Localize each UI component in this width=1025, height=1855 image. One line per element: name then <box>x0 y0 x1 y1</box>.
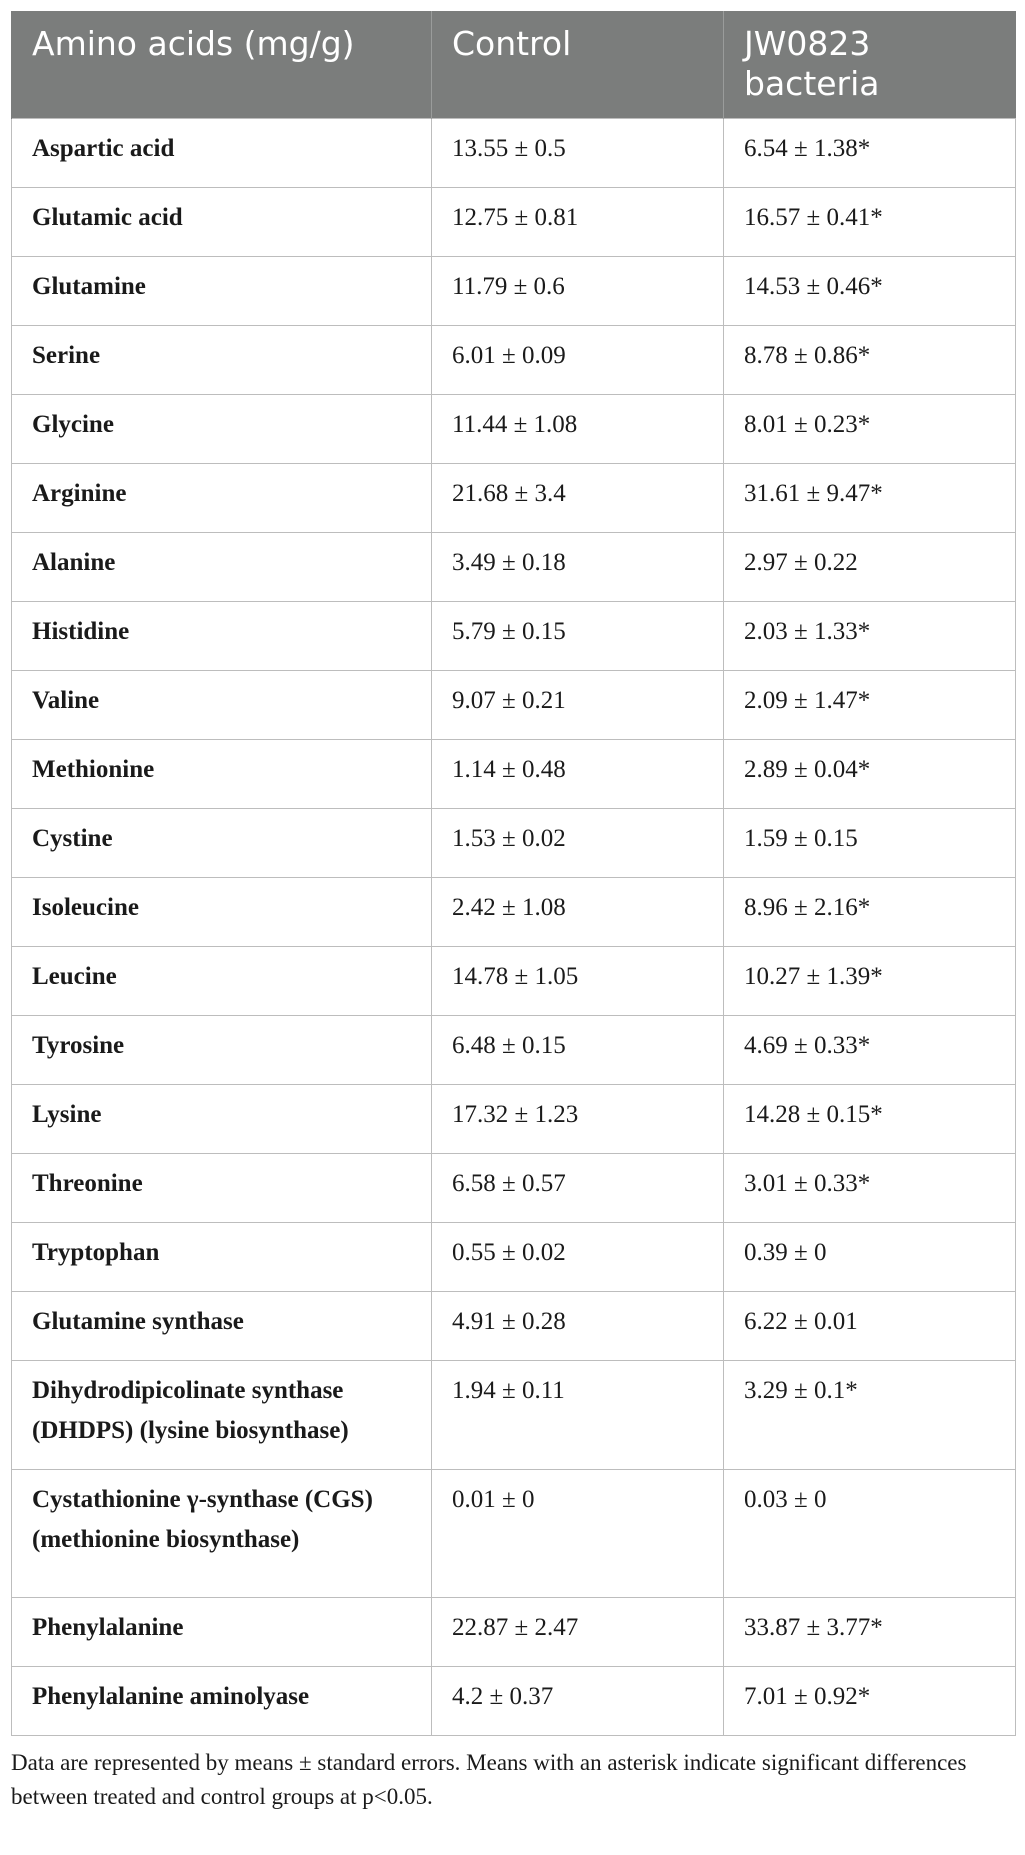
treated-value: 6.22 ± 0.01 <box>724 1292 1016 1361</box>
control-value: 17.32 ± 1.23 <box>432 1085 724 1154</box>
header-control: Control <box>432 11 724 119</box>
control-value: 12.75 ± 0.81 <box>432 188 724 257</box>
amino-acid-table <box>11 11 1016 1736</box>
control-value: 1.14 ± 0.48 <box>432 740 724 809</box>
table-row <box>12 1667 1016 1736</box>
amino-acid-name: Threonine <box>12 1154 432 1223</box>
control-value: 3.49 ± 0.18 <box>432 533 724 602</box>
table-row <box>12 1470 1016 1598</box>
amino-acid-name: Tyrosine <box>12 1016 432 1085</box>
control-value: 6.01 ± 0.09 <box>432 326 724 395</box>
control-value: 21.68 ± 3.4 <box>432 464 724 533</box>
treated-value: 2.03 ± 1.33* <box>724 602 1016 671</box>
amino-acid-name: Alanine <box>12 533 432 602</box>
table-row <box>12 119 1016 188</box>
control-value: 0.55 ± 0.02 <box>432 1223 724 1292</box>
amino-acid-name: Dihydrodipicolinate synthase (DHDPS) (lysine biosynthase) <box>12 1361 432 1470</box>
amino-acid-name: Isoleucine <box>12 878 432 947</box>
control-value: 5.79 ± 0.15 <box>432 602 724 671</box>
amino-acid-name: Leucine <box>12 947 432 1016</box>
table-row <box>12 671 1016 740</box>
treated-value: 1.59 ± 0.15 <box>724 809 1016 878</box>
treated-value: 14.28 ± 0.15* <box>724 1085 1016 1154</box>
control-value: 0.01 ± 0 <box>432 1470 724 1598</box>
control-value: 14.78 ± 1.05 <box>432 947 724 1016</box>
table-row <box>12 1361 1016 1470</box>
amino-acid-name: Tryptophan <box>12 1223 432 1292</box>
treated-value: 6.54 ± 1.38* <box>724 119 1016 188</box>
treated-value: 3.01 ± 0.33* <box>724 1154 1016 1223</box>
table-row <box>12 464 1016 533</box>
control-value: 13.55 ± 0.5 <box>432 119 724 188</box>
amino-acid-name: Arginine <box>12 464 432 533</box>
treated-value: 0.39 ± 0 <box>724 1223 1016 1292</box>
table-row <box>12 533 1016 602</box>
amino-acid-name: Phenylalanine <box>12 1598 432 1667</box>
table-row <box>12 326 1016 395</box>
table-row <box>12 395 1016 464</box>
table-row <box>12 188 1016 257</box>
treated-value: 14.53 ± 0.46* <box>724 257 1016 326</box>
treated-value: 16.57 ± 0.41* <box>724 188 1016 257</box>
control-value: 11.79 ± 0.6 <box>432 257 724 326</box>
amino-acid-name: Serine <box>12 326 432 395</box>
header-treated <box>724 11 1016 119</box>
control-value: 22.87 ± 2.47 <box>432 1598 724 1667</box>
table-row <box>12 947 1016 1016</box>
control-value: 4.91 ± 0.28 <box>432 1292 724 1361</box>
treated-value: 8.78 ± 0.86* <box>724 326 1016 395</box>
control-value: 1.94 ± 0.11 <box>432 1361 724 1470</box>
amino-acid-name: Glutamine <box>12 257 432 326</box>
control-value: 9.07 ± 0.21 <box>432 671 724 740</box>
treated-value: 0.03 ± 0 <box>724 1470 1016 1598</box>
treated-value: 2.89 ± 0.04* <box>724 740 1016 809</box>
amino-acid-name: Methionine <box>12 740 432 809</box>
table-row <box>12 809 1016 878</box>
treated-value: 2.97 ± 0.22 <box>724 533 1016 602</box>
amino-acid-name: Histidine <box>12 602 432 671</box>
control-value: 2.42 ± 1.08 <box>432 878 724 947</box>
amino-acid-name: Lysine <box>12 1085 432 1154</box>
amino-acid-name: Glycine <box>12 395 432 464</box>
table-row <box>12 257 1016 326</box>
control-value: 6.48 ± 0.15 <box>432 1016 724 1085</box>
header-amino-acids: Amino acids (mg/g) <box>12 11 432 119</box>
control-value: 1.53 ± 0.02 <box>432 809 724 878</box>
table-row <box>12 740 1016 809</box>
amino-acid-name: Cystine <box>12 809 432 878</box>
amino-acid-name: Glutamic acid <box>12 188 432 257</box>
treated-value: 8.01 ± 0.23* <box>724 395 1016 464</box>
control-value: 11.44 ± 1.08 <box>432 395 724 464</box>
table-body <box>12 119 1016 1736</box>
treated-value: 10.27 ± 1.39* <box>724 947 1016 1016</box>
control-value: 6.58 ± 0.57 <box>432 1154 724 1223</box>
table-row <box>12 1154 1016 1223</box>
table-row <box>12 1085 1016 1154</box>
table-row <box>12 1292 1016 1361</box>
table-footnote: Data are represented by means ± standard errors. Means with an asterisk indicate significant differences between treated and control groups at p<0.05. <box>11 1750 967 1809</box>
treated-value: 8.96 ± 2.16* <box>724 878 1016 947</box>
treated-value: 4.69 ± 0.33* <box>724 1016 1016 1085</box>
treated-value: 2.09 ± 1.47* <box>724 671 1016 740</box>
amino-acid-name: Valine <box>12 671 432 740</box>
amino-acid-name: Glutamine synthase <box>12 1292 432 1361</box>
table-row <box>12 1598 1016 1667</box>
amino-acid-name: Cystathionine γ-synthase (CGS) (methionine biosynthase) <box>12 1470 432 1598</box>
control-value: 4.2 ± 0.37 <box>432 1667 724 1736</box>
table-row <box>12 1223 1016 1292</box>
treated-value: 7.01 ± 0.92* <box>724 1667 1016 1736</box>
table-row <box>12 878 1016 947</box>
treated-value: 33.87 ± 3.77* <box>724 1598 1016 1667</box>
header-treated-label: JW0823 bacteria <box>744 24 880 103</box>
amino-acid-name: Aspartic acid <box>12 119 432 188</box>
treated-value: 3.29 ± 0.1* <box>724 1361 1016 1470</box>
table-row <box>12 602 1016 671</box>
table-row <box>12 1016 1016 1085</box>
table-header-row <box>12 11 1016 119</box>
treated-value: 31.61 ± 9.47* <box>724 464 1016 533</box>
amino-acid-name: Phenylalanine aminolyase <box>12 1667 432 1736</box>
table-container <box>11 11 1015 1814</box>
